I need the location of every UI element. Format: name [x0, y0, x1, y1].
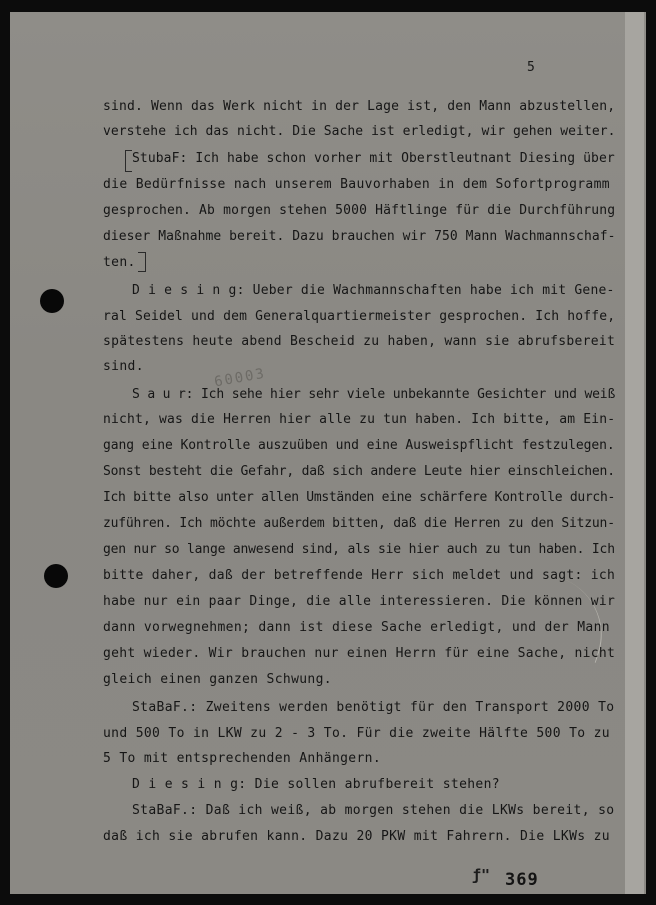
text-line: nicht, was die Herren hier alle zu tun haben. Ich bitte, am Ein-: [103, 412, 616, 427]
text-line: die Bedürfnisse nach unserem Bauvorhaben in dem Sofortprogramm: [103, 177, 610, 192]
text-line: gen nur so lange anwesend sind, als sie hier auch zu tun haben. Ich: [103, 542, 615, 557]
text-line: zuführen. Ich möchte außerdem bitten, daß die Herren zu den Sitzun-: [103, 516, 615, 531]
text-line: habe nur ein paar Dinge, die alle interessieren. Die können wir: [103, 594, 616, 609]
text-line: StaBaF.: Daß ich weiß, ab morgen stehen die LKWs bereit, so: [132, 803, 615, 818]
text-line: und 500 To in LKW zu 2 - 3 To. Für die zweite Hälfte 500 To zu: [103, 726, 610, 741]
text-line: Sonst besteht die Gefahr, daß sich andere Leute hier einschleichen.: [103, 464, 615, 479]
page-number: 5: [527, 60, 535, 75]
text-line: geht wieder. Wir brauchen nur einen Herrn für eine Sache, nicht: [103, 646, 616, 661]
bracket-close: [138, 252, 146, 272]
faded-stamp: 60003: [213, 365, 268, 391]
punch-hole-top: [40, 289, 64, 313]
punch-hole-bottom: [44, 564, 68, 588]
text-line: gleich einen ganzen Schwung.: [103, 672, 332, 687]
page-edge-strip: [625, 12, 644, 894]
text-line: StubaF: Ich habe schon vorher mit Oberstleutnant Diesing über: [132, 151, 615, 166]
text-line: D i e s i n g: Ueber die Wachmannschaften habe ich mit Gene-: [132, 283, 615, 298]
text-line: S a u r: Ich sehe hier sehr viele unbekannte Gesichter und weiß: [132, 387, 616, 402]
text-line: sind. Wenn das Werk nicht in der Lage ist, den Mann abzustellen,: [103, 99, 616, 114]
text-line: StaBaF.: Zweitens werden benötigt für den Transport 2000 To: [132, 700, 615, 715]
text-line: dann vorwegnehmen; dann ist diese Sache erledigt, und der Mann: [103, 620, 610, 635]
text-line: Ich bitte also unter allen Umständen eine schärfere Kontrolle durch-: [103, 490, 616, 505]
text-line: gesprochen. Ab morgen stehen 5000 Häftlinge für die Durchführung: [103, 203, 616, 218]
text-line: daß ich sie abrufen kann. Dazu 20 PKW mit Fahrern. Die LKWs zu: [103, 829, 610, 844]
text-line: dieser Maßnahme bereit. Dazu brauchen wir 750 Mann Wachmannschaf-: [103, 229, 616, 244]
text-line: D i e s i n g: Die sollen abrufbereit stehen?: [132, 777, 500, 792]
text-line: ten.: [103, 255, 136, 270]
archive-mark: ƒ": [472, 866, 491, 884]
text-line: bitte daher, daß der betreffende Herr sich meldet und sagt: ich: [103, 568, 616, 583]
text-line: sind.: [103, 359, 144, 374]
text-line: 5 To mit entsprechenden Anhängern.: [103, 751, 382, 766]
archive-stamp-number: 369: [505, 870, 539, 890]
text-line: verstehe ich das nicht. Die Sache ist erledigt, wir gehen weiter.: [103, 124, 616, 139]
text-line: gang eine Kontrolle auszuüben und eine Ausweispflicht festzulegen.: [103, 438, 615, 453]
bracket-open: [125, 150, 132, 172]
text-line: ral Seidel und dem Generalquartiermeister gesprochen. Ich hoffe,: [103, 309, 616, 324]
text-line: spätestens heute abend Bescheid zu haben, wann sie abrufsbereit: [103, 334, 616, 349]
